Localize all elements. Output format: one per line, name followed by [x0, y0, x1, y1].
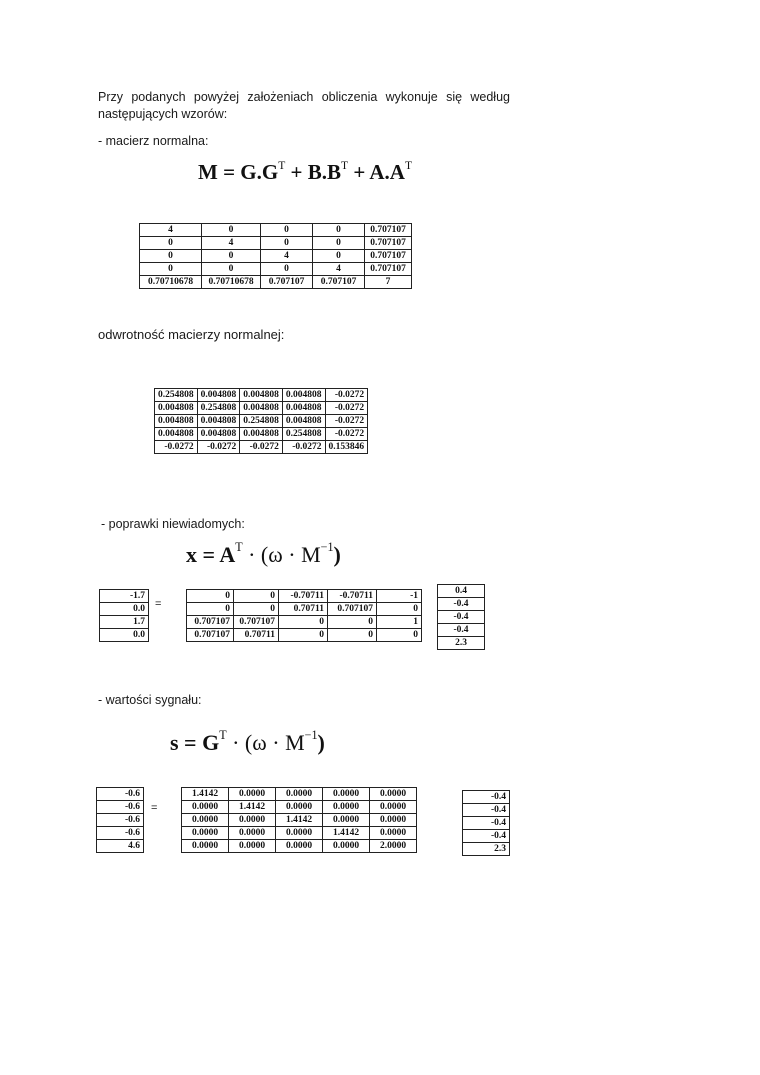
matrix-cell: 0.70711: [279, 603, 328, 616]
matrix-row: [182, 827, 417, 840]
matrix-cell: 0: [313, 250, 365, 263]
matrix-cell: -0.0272: [282, 441, 325, 454]
matrix-cell: 0.0000: [229, 814, 276, 827]
matrix-cell: 0.707107: [328, 603, 377, 616]
matrix-cell: 0.0000: [229, 788, 276, 801]
vector-cell: -0.4: [463, 804, 510, 817]
matrix-cell: 0: [313, 224, 365, 237]
matrix-cell: 0.707107: [261, 276, 313, 289]
matrix-row: [155, 389, 368, 402]
signal-equation: $s = G^T \cdot (\omega \cdot M^{-1})$: [170, 728, 325, 755]
matrix-cell: -0.0272: [155, 441, 198, 454]
matrix-cell: 0: [234, 590, 279, 603]
matrix-cell: 0.0000: [182, 801, 229, 814]
vector-cell: 2.3: [438, 637, 485, 650]
vector-row: [97, 801, 144, 814]
vector-row: [463, 830, 510, 843]
vector-cell: 1.7: [100, 616, 149, 629]
matrix-cell: 0.707107: [365, 224, 412, 237]
matrix-cell: 0: [313, 237, 365, 250]
matrix-cell: 0.0000: [323, 814, 370, 827]
matrix-cell: 0.707107: [187, 629, 234, 642]
matrix-row: [182, 814, 417, 827]
signal-w-vector: [462, 790, 510, 856]
matrix-cell: 0: [140, 250, 202, 263]
vector-cell: 0.0: [100, 603, 149, 616]
corrections-w-vector: [437, 584, 485, 650]
matrix-cell: 0: [140, 237, 202, 250]
vector-row: [100, 616, 149, 629]
matrix-cell: 0.004808: [282, 415, 325, 428]
matrix-cell: 0.707107: [234, 616, 279, 629]
matrix-cell: 0: [234, 603, 279, 616]
vector-row: [97, 827, 144, 840]
vector-row: [97, 788, 144, 801]
matrix-cell: -0.0272: [325, 402, 368, 415]
matrix-cell: 0.0000: [323, 788, 370, 801]
matrix-cell: -0.0272: [197, 441, 240, 454]
vector-cell: -0.4: [463, 817, 510, 830]
signal-G-matrix: [181, 787, 417, 853]
matrix-cell: 0.0000: [182, 827, 229, 840]
matrix-cell: 0.004808: [197, 415, 240, 428]
matrix-cell: 0.0000: [229, 840, 276, 853]
matrix-cell: 0: [328, 629, 377, 642]
inverse-matrix-table: [154, 388, 368, 454]
matrix-cell: -0.0272: [325, 428, 368, 441]
matrix-row: [182, 840, 417, 853]
matrix-cell: 0.004808: [240, 428, 283, 441]
matrix-cell: 0.0000: [276, 801, 323, 814]
matrix-cell: 1: [377, 616, 422, 629]
matrix-row: [140, 250, 412, 263]
normal-matrix-table: [139, 223, 412, 289]
corrections-A-matrix: [186, 589, 422, 642]
matrix-cell: -0.0272: [325, 389, 368, 402]
matrix-row: [187, 590, 422, 603]
matrix-cell: 0.153846: [325, 441, 368, 454]
matrix-cell: 0.004808: [197, 428, 240, 441]
matrix-cell: 0: [202, 263, 261, 276]
vector-row: [438, 585, 485, 598]
matrix-cell: 0.70710678: [202, 276, 261, 289]
matrix-cell: 0.0000: [182, 814, 229, 827]
vector-row: [463, 804, 510, 817]
matrix-cell: 0: [279, 629, 328, 642]
corrections-equals-sign: =: [155, 598, 162, 610]
vector-cell: -0.4: [463, 830, 510, 843]
vector-cell: -0.4: [438, 611, 485, 624]
matrix-cell: 0.0000: [323, 840, 370, 853]
vector-row: [100, 603, 149, 616]
matrix-cell: -0.70711: [279, 590, 328, 603]
matrix-cell: 0.004808: [282, 402, 325, 415]
vector-cell: 0.4: [438, 585, 485, 598]
matrix-row: [140, 224, 412, 237]
matrix-cell: 0: [261, 237, 313, 250]
matrix-row: [155, 428, 368, 441]
matrix-cell: 4: [140, 224, 202, 237]
matrix-cell: 0.707107: [365, 237, 412, 250]
corrections-x-vector: [99, 589, 149, 642]
matrix-row: [155, 415, 368, 428]
signal-equals-sign: =: [151, 802, 158, 814]
matrix-cell: 4: [202, 237, 261, 250]
matrix-cell: 0.0000: [276, 788, 323, 801]
matrix-cell: 0.0000: [323, 801, 370, 814]
matrix-cell: 0.0000: [370, 801, 417, 814]
matrix-cell: 0.004808: [240, 389, 283, 402]
corrections-equation: $x = A^T \cdot (\omega \cdot M^{-1})$: [186, 540, 341, 567]
vector-cell: -0.6: [97, 788, 144, 801]
vector-row: [97, 840, 144, 853]
matrix-cell: 4: [261, 250, 313, 263]
matrix-cell: 0.254808: [197, 402, 240, 415]
matrix-cell: 0.0000: [182, 840, 229, 853]
vector-row: [438, 624, 485, 637]
vector-cell: -0.6: [97, 827, 144, 840]
matrix-cell: 0.254808: [155, 389, 198, 402]
vector-row: [463, 791, 510, 804]
matrix-cell: 0.70711: [234, 629, 279, 642]
vector-row: [463, 817, 510, 830]
matrix-cell: 0.70710678: [140, 276, 202, 289]
matrix-row: [182, 801, 417, 814]
vector-cell: 0.0: [100, 629, 149, 642]
vector-row: [100, 629, 149, 642]
matrix-cell: 0.004808: [155, 415, 198, 428]
matrix-row: [140, 263, 412, 276]
matrix-cell: 0: [187, 603, 234, 616]
matrix-cell: 0.004808: [240, 402, 283, 415]
matrix-cell: 0.004808: [197, 389, 240, 402]
matrix-cell: 0.0000: [276, 840, 323, 853]
matrix-cell: 0.0000: [229, 827, 276, 840]
matrix-cell: 0: [202, 224, 261, 237]
matrix-cell: 0.0000: [276, 827, 323, 840]
matrix-cell: 1.4142: [229, 801, 276, 814]
matrix-row: [187, 603, 422, 616]
vector-cell: -0.4: [438, 624, 485, 637]
matrix-cell: 0: [328, 616, 377, 629]
matrix-cell: 0.707107: [187, 616, 234, 629]
normal-matrix-label: - macierz normalna:: [98, 134, 209, 148]
matrix-cell: 1.4142: [276, 814, 323, 827]
matrix-cell: 0.707107: [365, 263, 412, 276]
vector-cell: -1.7: [100, 590, 149, 603]
vector-row: [438, 598, 485, 611]
matrix-row: [155, 402, 368, 415]
vector-cell: 4.6: [97, 840, 144, 853]
matrix-cell: 0: [140, 263, 202, 276]
vector-row: [438, 611, 485, 624]
matrix-cell: 0: [187, 590, 234, 603]
matrix-row: [140, 276, 412, 289]
vector-row: [100, 590, 149, 603]
vector-row: [438, 637, 485, 650]
vector-row: [463, 843, 510, 856]
vector-cell: 2.3: [463, 843, 510, 856]
matrix-cell: -1: [377, 590, 422, 603]
matrix-cell: 0: [279, 616, 328, 629]
matrix-cell: 0.0000: [370, 814, 417, 827]
intro-line-2: następujących wzorów:: [98, 107, 228, 121]
intro-line-1: Przy podanych powyżej założeniach obliczenia wykonuje się według: [98, 90, 510, 104]
vector-cell: -0.6: [97, 814, 144, 827]
matrix-cell: 0.004808: [155, 402, 198, 415]
matrix-cell: 1.4142: [323, 827, 370, 840]
matrix-cell: 0.254808: [282, 428, 325, 441]
signal-s-vector: [96, 787, 144, 853]
matrix-cell: 2.0000: [370, 840, 417, 853]
intro-paragraph: [98, 89, 510, 123]
vector-row: [97, 814, 144, 827]
matrix-row: [187, 629, 422, 642]
matrix-cell: 0: [261, 263, 313, 276]
matrix-cell: 1.4142: [182, 788, 229, 801]
matrix-cell: 0: [377, 603, 422, 616]
matrix-cell: 7: [365, 276, 412, 289]
matrix-row: [140, 237, 412, 250]
matrix-row: [155, 441, 368, 454]
signal-label: - wartości sygnału:: [98, 693, 202, 707]
matrix-cell: -0.70711: [328, 590, 377, 603]
inverse-label: odwrotność macierzy normalnej:: [98, 327, 285, 342]
normal-matrix-equation: $M = G.G^T + B.B^T + A.A^T$: [198, 159, 413, 184]
matrix-cell: 0.707107: [365, 250, 412, 263]
matrix-cell: 0.004808: [155, 428, 198, 441]
vector-cell: -0.6: [97, 801, 144, 814]
matrix-cell: 0.004808: [282, 389, 325, 402]
vector-cell: -0.4: [438, 598, 485, 611]
corrections-label: - poprawki niewiadomych:: [101, 517, 245, 531]
matrix-cell: -0.0272: [240, 441, 283, 454]
matrix-cell: 4: [313, 263, 365, 276]
matrix-cell: 0.0000: [370, 827, 417, 840]
matrix-row: [182, 788, 417, 801]
matrix-cell: 0: [202, 250, 261, 263]
matrix-cell: -0.0272: [325, 415, 368, 428]
matrix-row: [187, 616, 422, 629]
matrix-cell: 0.254808: [240, 415, 283, 428]
vector-cell: -0.4: [463, 791, 510, 804]
matrix-cell: 0.0000: [370, 788, 417, 801]
matrix-cell: 0: [377, 629, 422, 642]
matrix-cell: 0.707107: [313, 276, 365, 289]
matrix-cell: 0: [261, 224, 313, 237]
